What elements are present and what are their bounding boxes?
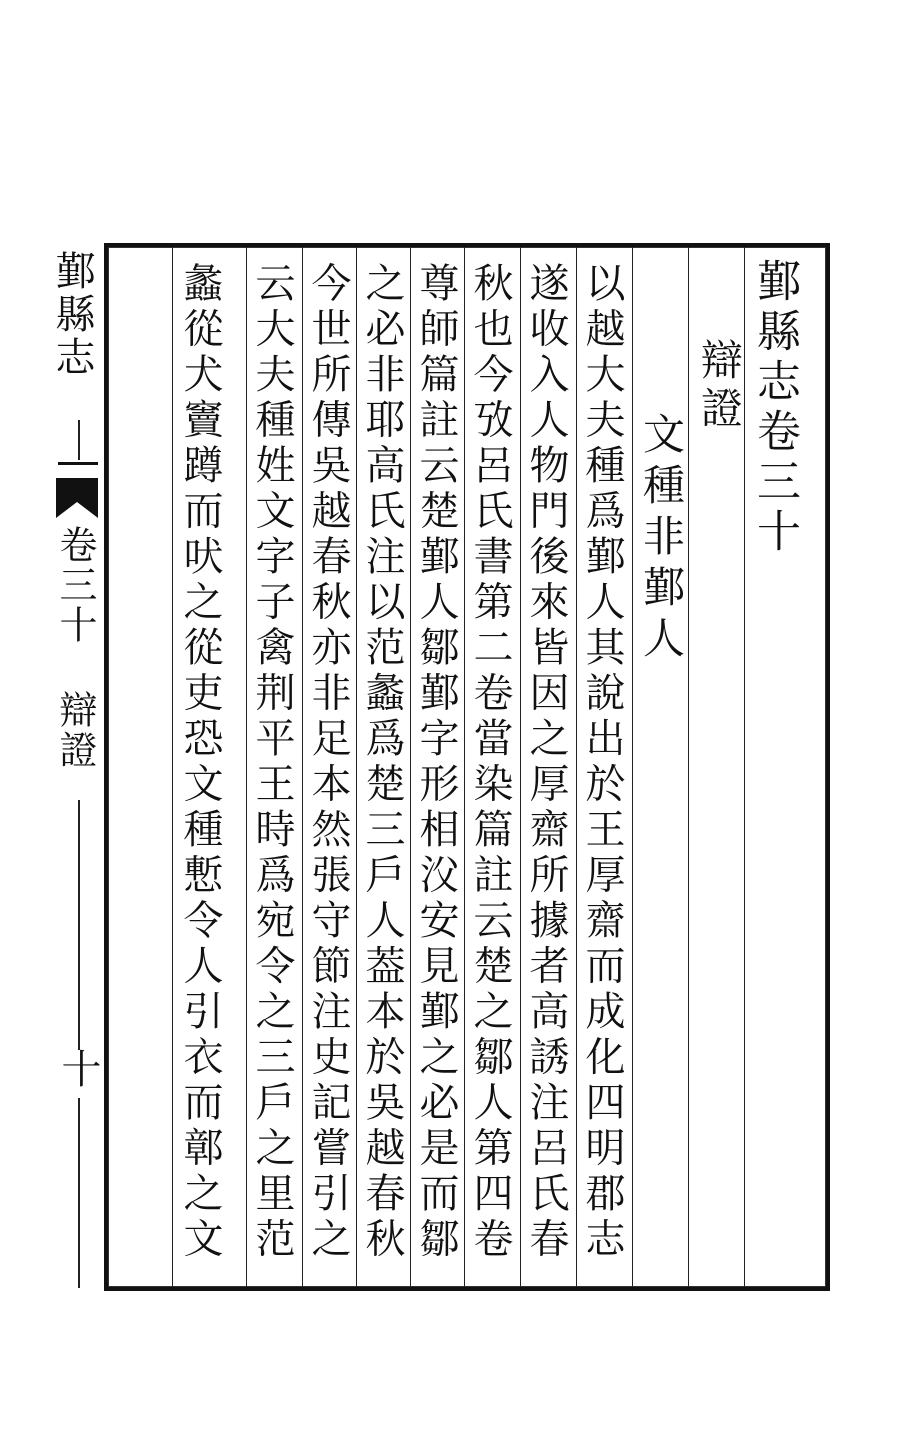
column-rule [632, 247, 633, 1287]
fishtail-mark [56, 478, 98, 518]
column-rule [302, 247, 303, 1287]
column-rule [410, 247, 411, 1287]
column-rule [356, 247, 357, 1287]
column-rule [246, 247, 247, 1287]
category-heading: 辯證 [695, 338, 744, 434]
column-rule [520, 247, 521, 1287]
body-column-7: 云大夫種姓文字子禽荆平王時爲宛令之三戶之里范 [249, 262, 295, 1263]
body-column-4: 尊師篇註云楚鄞人鄒鄞字形相㳇安見鄞之必是而鄒 [413, 262, 459, 1263]
body-column-6: 今世所傳吳越春秋亦非足本然張守節注史記嘗引之 [305, 262, 351, 1263]
column-rule [576, 247, 577, 1287]
body-column-1: 以越大夫種爲鄞人其說出於王厚齋而成化四明郡志 [579, 262, 625, 1263]
volume-title: 鄞縣志卷三十 [749, 258, 800, 558]
column-rule [688, 247, 689, 1287]
column-rule [744, 247, 745, 1287]
body-column-3: 秋也今攷呂氏書第二卷當染篇註云楚之鄒人第四卷 [467, 262, 513, 1263]
column-rule [172, 247, 173, 1287]
body-column-5: 之必非耶高氏注以范蠡爲楚三戶人葢本於吳越春秋 [359, 262, 405, 1263]
article-title: 文種非鄞人 [637, 412, 686, 667]
margin-volume: 卷三十 [53, 525, 97, 645]
column-rule [464, 247, 465, 1287]
body-column-8: 蠡從犬竇蹲而吠之從吏恐文種慙令人引衣而鄣之文 [177, 262, 223, 1263]
margin-section: 辯證 [53, 690, 97, 770]
fold-rule [78, 800, 80, 1050]
fishtail-rule [58, 462, 98, 465]
fold-rule [78, 420, 80, 460]
margin-page-number: 十 [55, 1048, 101, 1088]
fold-rule [78, 1098, 80, 1288]
margin-book-title: 鄞縣志 [49, 250, 95, 379]
body-column-2: 遂收入人物門後來皆因之厚齋所據者高誘注呂氏春 [523, 262, 569, 1263]
